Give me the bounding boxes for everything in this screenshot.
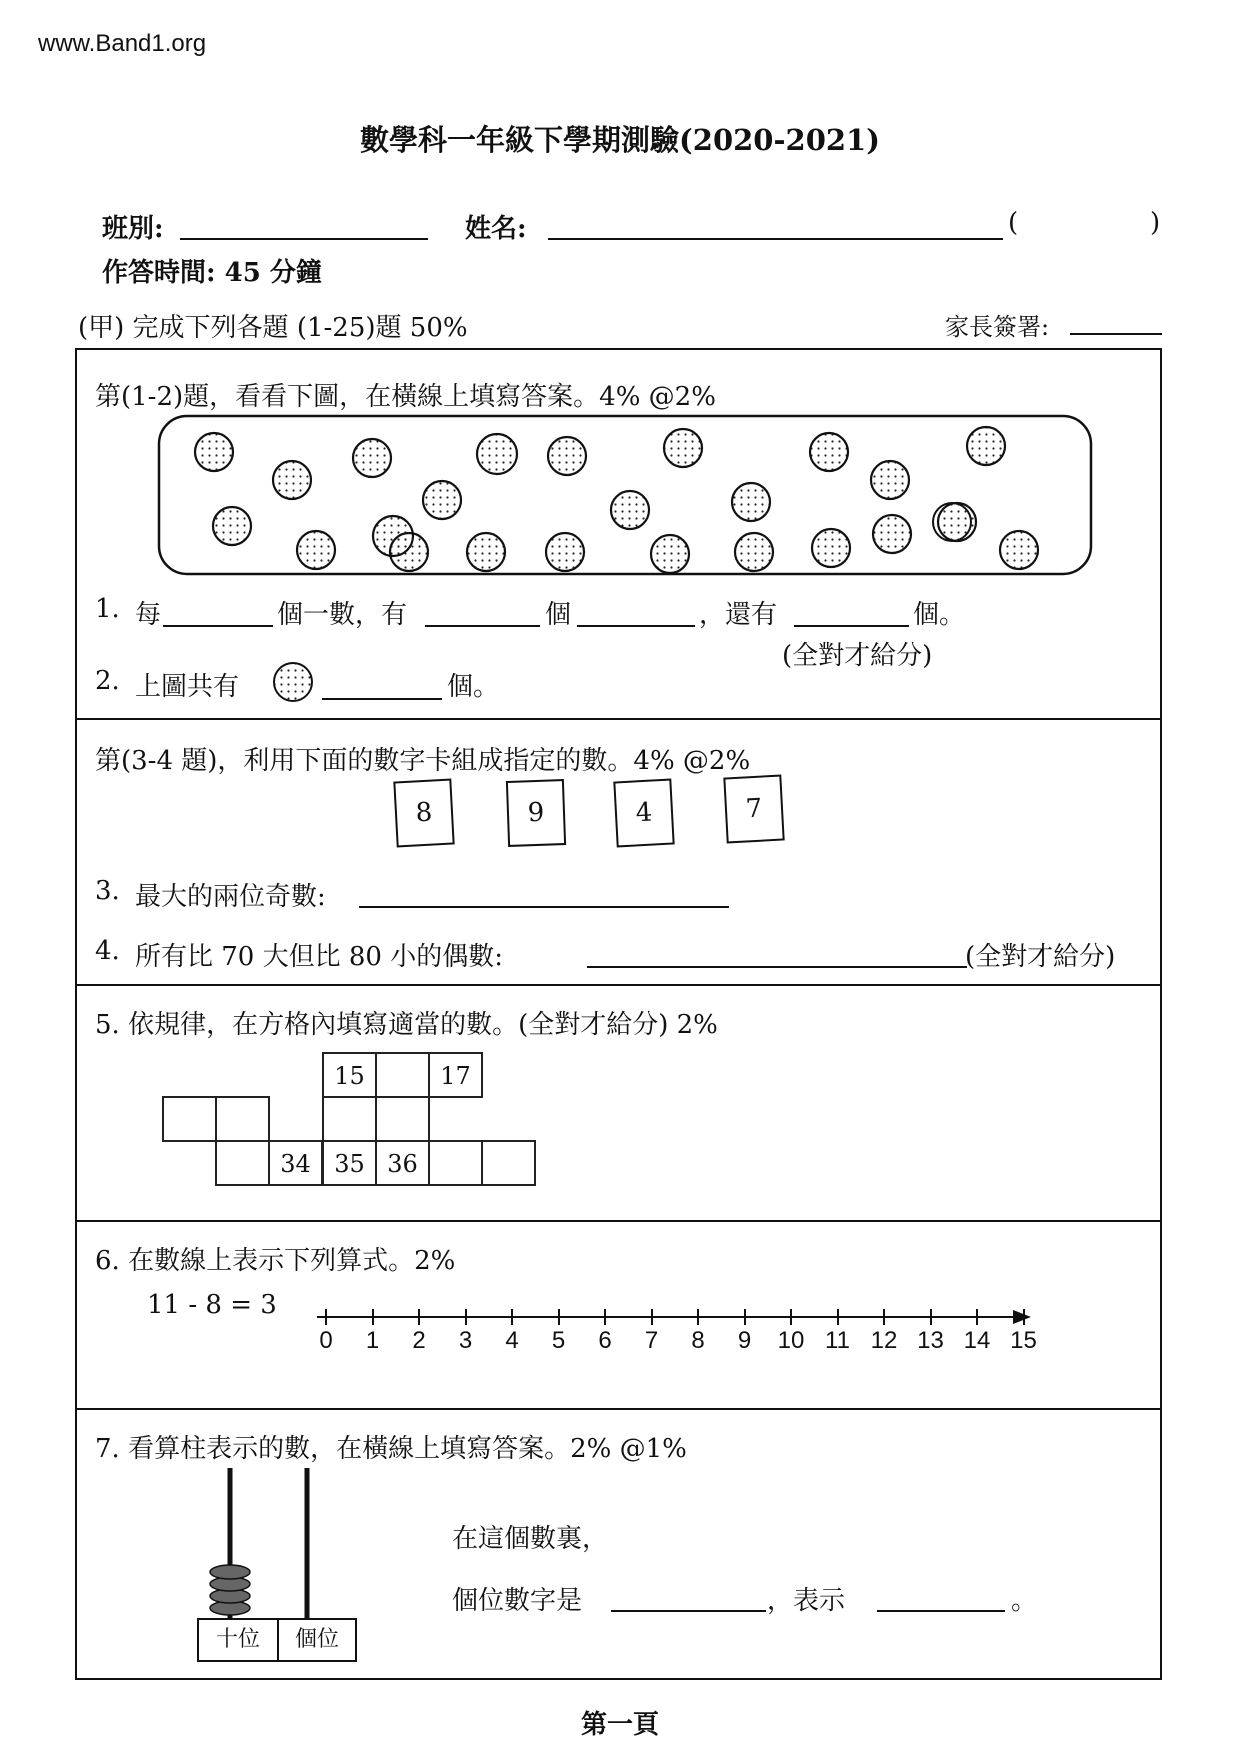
tick-mark [790,1309,792,1325]
tick-label: 6 [598,1327,612,1354]
number-line-ticks [317,1305,1037,1375]
dots-picture [157,410,1097,580]
tick-label: 1 [365,1327,380,1354]
abacus-base [197,1618,357,1662]
tick-mark [744,1309,746,1325]
divider [77,984,1160,986]
class-field[interactable] [180,238,428,240]
pattern-cell: 15 [322,1052,377,1098]
abacus-bead [210,1565,250,1579]
pattern-cell-blank[interactable] [375,1052,430,1098]
tick-label: 14 [963,1327,991,1354]
q2-total-field[interactable] [322,698,442,700]
q1-group-size-field[interactable] [163,625,273,627]
q1-number: 1. [95,594,120,624]
tick-label: 12 [870,1327,898,1354]
class-number-open: ( [1008,208,1019,238]
tick-mark [604,1309,606,1325]
tick-mark [697,1309,699,1325]
tick-label: 11 [825,1327,850,1354]
tick-mark [511,1309,513,1325]
q1-still: ，還有 [699,600,778,630]
q4-answer-field[interactable] [587,966,967,968]
number-card: 8 [393,779,454,848]
question-frame [75,348,1162,1680]
parent-sign-label: 家長簽署: [945,313,1050,341]
q1-unit-field[interactable] [577,625,695,627]
q7-digit-field[interactable] [611,1610,766,1612]
tick-label: 3 [458,1327,473,1354]
time-label: 作答時間: 45 分鐘 [102,258,322,288]
q1-groups-field[interactable] [425,625,540,627]
name-field[interactable] [548,238,1003,240]
tick-mark [651,1309,653,1325]
q7-heading: 7. 看算柱表示的數，在橫線上填寫答案。2% @1% [95,1434,687,1464]
q2-text: 上圖共有 [135,672,240,702]
number-card: 9 [506,779,566,847]
pattern-cell-blank[interactable] [162,1096,217,1142]
tick-mark [1023,1309,1025,1325]
tick-label: 4 [505,1327,519,1354]
q7-line2-a: 個位數字是 [452,1586,583,1616]
tens-label: 十位 [199,1620,279,1660]
q4-text: 所有比 70 大但比 80 小的偶數: [135,942,503,972]
number-card: 7 [723,775,784,844]
q1-each: 每 [135,600,162,630]
page-number: 第一頁 [580,1710,659,1740]
tick-mark [930,1309,932,1325]
tick-mark [558,1309,560,1325]
tick-mark [883,1309,885,1325]
q3-number: 3. [95,876,120,906]
q3-4-heading: 第(3-4 題)，利用下面的數字卡組成指定的數。4% @2% [95,746,751,776]
tick-mark [976,1309,978,1325]
pattern-cell-blank[interactable] [322,1096,377,1142]
divider [77,718,1160,720]
q1-note: (全對才給分) [782,641,933,671]
pattern-cell-blank[interactable] [375,1096,430,1142]
watermark: www.Band1.org [38,30,207,57]
ones-label: 個位 [294,1627,339,1652]
dot-circle-icon [271,660,315,704]
pattern-cell-blank[interactable] [215,1096,270,1142]
q4-note: (全對才給分) [965,942,1116,972]
q1-per-group: 個一數，有 [277,600,408,630]
pattern-cell: 36 [375,1140,430,1186]
divider [77,1408,1160,1410]
pattern-cell: 34 [268,1140,323,1186]
q3-text: 最大的兩位奇數: [135,882,326,912]
q2-number: 2. [95,666,120,696]
tick-label: 7 [644,1327,659,1354]
tick-label: 5 [551,1327,566,1354]
tick-mark [325,1309,327,1325]
parent-sign-field[interactable] [1070,333,1162,335]
q7-meaning-field[interactable] [877,1610,1005,1612]
class-label: 班別: [102,214,164,244]
tick-label: 0 [319,1327,333,1354]
q1-remainder-field[interactable] [794,625,909,627]
q7-line2-b: ，表示 [767,1586,846,1616]
pattern-cell-blank[interactable] [481,1140,536,1186]
tick-mark [837,1309,839,1325]
q6-equation: 11 - 8 = 3 [147,1290,277,1320]
number-card: 4 [613,779,674,848]
q1-end: 個。 [913,600,966,630]
tick-label: 15 [1010,1327,1037,1354]
pattern-cell-blank[interactable] [215,1140,270,1186]
page-title: 數學科一年級下學期測驗(2020-2021) [360,123,880,157]
q7-line1: 在這個數裏， [452,1524,609,1554]
q7-line2-c: 。 [1011,1586,1038,1616]
q4-number: 4. [95,936,120,966]
pattern-cell: 35 [322,1140,377,1186]
tick-label: 8 [691,1327,705,1354]
tick-label: 9 [737,1327,752,1354]
class-number-close: ) [1150,208,1161,238]
q1-2-heading: 第(1-2)題，看看下圖，在橫線上填寫答案。4% @2% [95,382,716,412]
name-label: 姓名: [465,214,527,244]
tick-label: 2 [412,1327,426,1354]
tick-mark [465,1309,467,1325]
q1-unit: 個 [545,600,572,630]
pattern-cell: 17 [428,1052,483,1098]
q2-end: 個。 [447,672,500,702]
q6-heading: 6. 在數線上表示下列算式。2% [95,1246,456,1276]
tick-label: 13 [917,1327,944,1354]
divider [77,1220,1160,1222]
q3-answer-field[interactable] [359,906,729,908]
pattern-cell-blank[interactable] [428,1140,483,1186]
tick-mark [418,1309,420,1325]
tick-mark [372,1309,374,1325]
q5-heading: 5. 依規律，在方格內填寫適當的數。(全對才給分) 2% [95,1010,718,1040]
tick-label: 10 [777,1327,805,1354]
part-label: (甲) 完成下列各題 (1-25)題 50% [78,313,468,343]
